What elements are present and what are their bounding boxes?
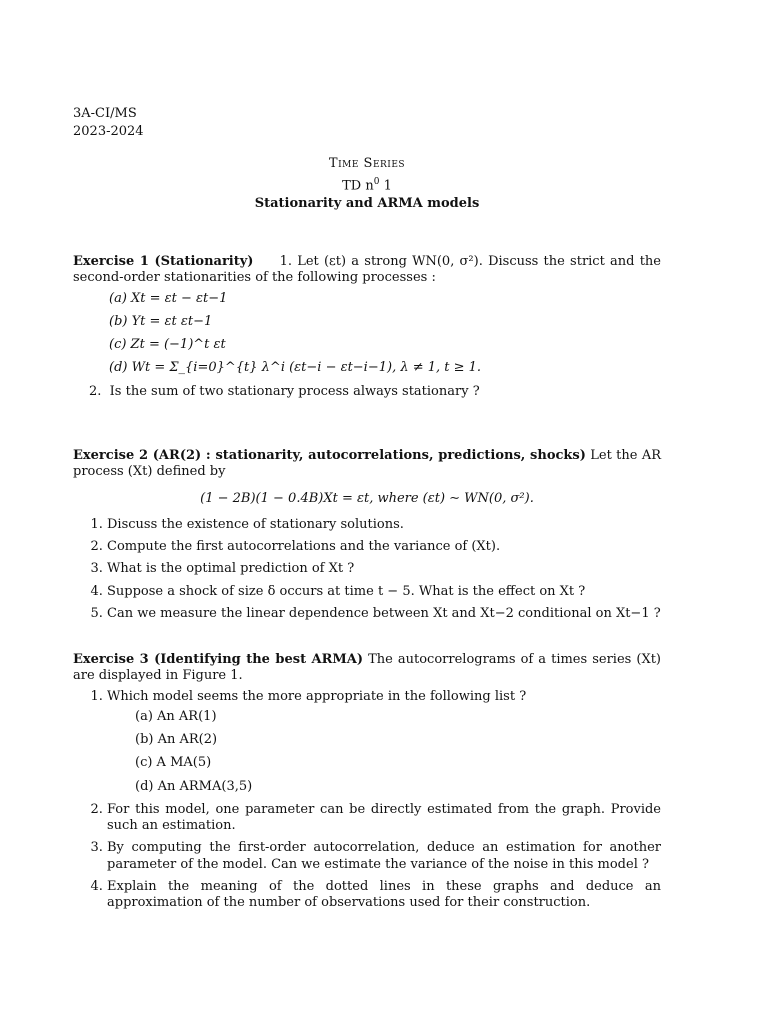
- list-item: 1. Which model seems the more appropriate in the following list ? (a) An AR(1) (b) An AR(2) (c) A MA(5) (d) An ARMA(3,5): [107, 689, 661, 795]
- list-item: 2. Compute the first autocorrelations and the variance of (Xt).: [107, 539, 661, 555]
- ex2-heading: Exercise 2 (AR(2) : stationarity, autocorrelations, predictions, shocks): [73, 448, 586, 463]
- ex1-heading: Exercise 1 (Stationarity): [73, 254, 254, 269]
- ex3-intro-text: The autocorrelograms of a times series (Xt) are displayed in Figure 1.: [73, 652, 661, 684]
- ex3-intro: [73, 652, 661, 685]
- td-title: TD $n^0$ 1: [342, 177, 392, 194]
- list-item: 3. What is the optimal prediction of Xt ?: [107, 561, 661, 577]
- ex2-equation: (1 − 2B)(1 − 0.4B)Xt = εt, where (εt) ∼ WN(0, σ²).: [200, 490, 534, 506]
- ex1-q1-number: 1.: [279, 254, 292, 269]
- ex1-process-list: [73, 291, 661, 377]
- exercise-1: [73, 254, 661, 400]
- ex2-intro-text: Let the AR process (Xt) defined by: [73, 448, 662, 480]
- exercise-2: [73, 448, 661, 628]
- list-item: (c) A MA(5): [135, 755, 212, 771]
- list-item: 4. Explain the meaning of the dotted lines in these graphs and deduce an approximation of the number of observations used for their construction.: [107, 879, 661, 912]
- list-item: 4. Suppose a shock of size δ occurs at time t − 5. What is the effect on Xt ?: [107, 584, 661, 600]
- list-item: (a) An AR(1): [135, 708, 217, 724]
- td-subtitle: Stationarity and ARMA models: [254, 196, 480, 212]
- list-item: (d) Wt = Σ_{i=0}^{t} λ^i (εt−i − εt−i−1), λ ≠ 1, t ≥ 1.: [109, 360, 482, 376]
- list-item: (b) Yt = εt εt−1: [109, 313, 213, 329]
- ex3-question-list: [73, 689, 661, 912]
- academic-year: 2023-2024: [73, 124, 144, 139]
- course-title: Time Series: [328, 156, 406, 171]
- ex3-option-list: [107, 709, 661, 795]
- list-item: 3. By computing the first-order autocorrelation, deduce an estimation for another parameter of the model. Can we estimate the variance of the noise in this model ?: [107, 840, 661, 873]
- list-item: (b) An AR(2): [135, 732, 218, 747]
- list-item: (d) An ARMA(3,5): [135, 778, 253, 794]
- ex1-q2: 2. Is the sum of two stationary process always stationary ?: [89, 383, 480, 399]
- ex1-intro: [73, 254, 661, 287]
- ex2-intro: [73, 448, 661, 481]
- list-item: 1. Discuss the existence of stationary solutions.: [107, 517, 661, 533]
- ex1-q1-text: Let (εt) a strong WN(0, σ²). Discuss the strict and the second-order stationarities of the following processes :: [73, 254, 661, 286]
- course-header: [73, 105, 144, 141]
- title-block: [73, 155, 661, 213]
- list-item: (a) Xt = εt − εt−1: [109, 290, 228, 306]
- ex3-heading: Exercise 3 (Identifying the best ARMA): [73, 652, 364, 667]
- list-item: 5. Can we measure the linear dependence between Xt and Xt−2 conditional on Xt−1 ?: [107, 606, 661, 622]
- ex2-question-list: [73, 517, 661, 622]
- exercise-3: [73, 652, 661, 917]
- list-item: (c) Zt = (−1)^t εt: [109, 337, 226, 352]
- list-item: 2. For this model, one parameter can be directly estimated from the graph. Provide such an estimation.: [107, 802, 661, 835]
- course-code: 3A-CI/MS: [73, 106, 137, 121]
